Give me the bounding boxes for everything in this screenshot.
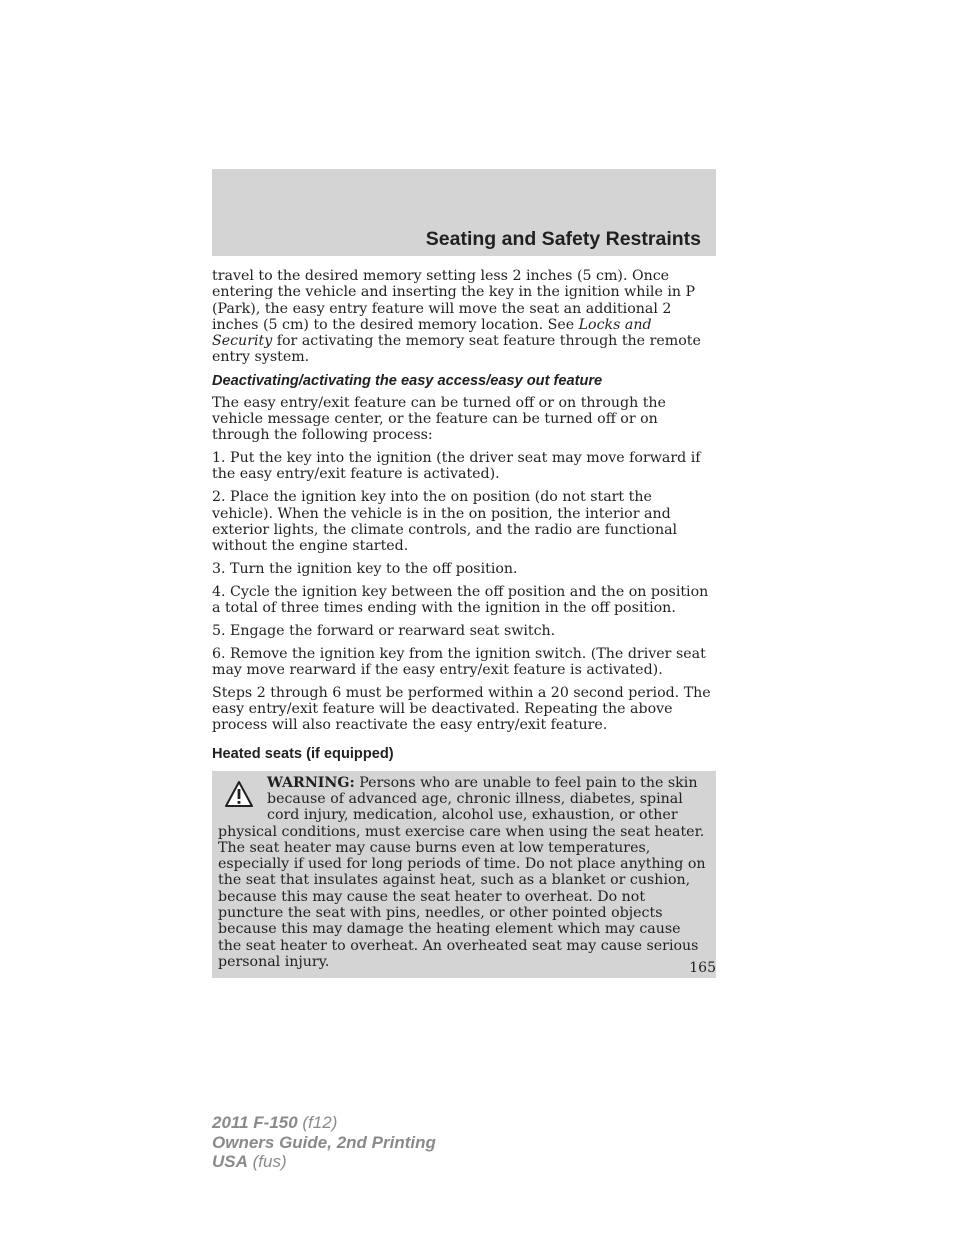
intro-paragraph [212, 268, 716, 366]
step-3: 3. Turn the ignition key to the off position. [212, 560, 518, 577]
step-4: 4. Cycle the ignition key between the off position and the on position a total of three times ending with the ignition in the off position. [212, 583, 709, 617]
warning-body: Persons who are unable to feel pain to the skin because of advanced age, chronic illness, diabetes, spinal cord injury, medication, alcohol use, exhaustion, or other physical conditions, must exercise care when using the seat heater. The seat heater may cause burns even at low temperatures, especially if used for long periods of time. Do not place anything on the seat that insulates against heat, such as a blanket or cushion, because this may cause the seat heater to overheat. Do not puncture the seat with pins, needles, or other pointed objects because this may damage the heating element which may cause the seat heater to overheat. An overheated seat may cause serious personal injury. [218, 774, 706, 970]
footer-model: 2011 F-150 [212, 1113, 298, 1132]
document-footer [212, 1113, 436, 1172]
steps-note: Steps 2 through 6 must be performed within a 20 second period. The easy entry/exit feature will be deactivated. Repeating the above process will also reactivate the easy entry/exit feature. [212, 684, 711, 734]
step-5: 5. Engage the forward or rearward seat switch. [212, 622, 556, 639]
warning-text [218, 775, 708, 971]
easy-access-subheading: Deactivating/activating the easy access/easy out feature [212, 373, 603, 390]
locks-security-reference: Locks and Security [212, 316, 652, 350]
footer-market-code: (fus) [247, 1152, 287, 1171]
section-title: Seating and Safety Restraints [425, 228, 701, 250]
footer-model-code: (f12) [297, 1113, 338, 1132]
warning-box [212, 771, 716, 979]
warning-label: WARNING: [267, 774, 355, 791]
step-6: 6. Remove the ignition key from the ignition switch. (The driver seat may move rearward if the easy entry/exit feature is activated). [212, 645, 706, 678]
easy-entry-intro: The easy entry/exit feature can be turned off or on through the vehicle message center, or the feature can be turned off or on through the following process: [212, 394, 666, 444]
footer-market: USA [212, 1152, 248, 1171]
footer-guide-line [212, 1133, 436, 1153]
page-number: 165 [689, 960, 716, 976]
heated-seats-subheading: Heated seats (if equipped) [212, 745, 394, 762]
footer-guide: Owners Guide, 2nd Printing [212, 1132, 436, 1152]
intro-text-1: travel to the desired memory setting less 2 inches (5 cm). Once entering the vehicle and inserting the key in the ignition while in P (Park), the easy entry feature will move the seat an additional 2 inches (5 cm) to the desired memory location. See [212, 268, 696, 333]
section-header [212, 169, 716, 256]
footer-model-line [212, 1113, 436, 1133]
page-content [212, 268, 716, 978]
intro-text-2: for activating the memory seat feature through the remote entry system. [212, 333, 701, 366]
warning-triangle-icon [224, 780, 254, 808]
step-2: 2. Place the ignition key into the on position (do not start the vehicle). When the vehicle is in the on position, the interior and exterior lights, the climate controls, and the radio are functional without the engine started. [212, 489, 678, 555]
step-1: 1. Put the key into the ignition (the driver seat may move forward if the easy entry/exit feature is activated). [212, 450, 701, 483]
footer-market-line [212, 1152, 436, 1172]
